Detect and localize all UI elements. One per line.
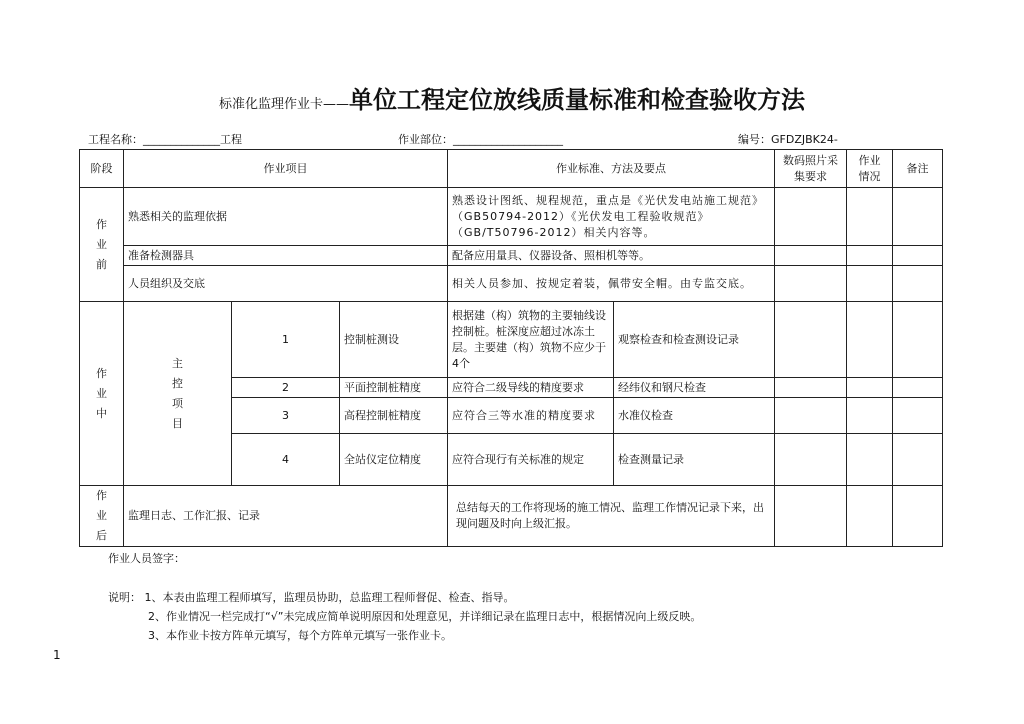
group-main-control: 主控项目 — [124, 302, 232, 486]
after-standard: 总结每天的工作将现场的施工情况、监理工作情况记录下来，出现问题及时向上级汇报。 — [448, 486, 775, 547]
during-no-2: 2 — [232, 378, 340, 398]
before-standard-3: 相关人员参加、按规定着装，佩带安全帽。由专监交底。 — [448, 266, 775, 302]
remark-cell[interactable] — [893, 266, 943, 302]
during-name-2: 平面控制桩精度 — [340, 378, 448, 398]
document-title — [0, 80, 1024, 115]
during-name-1: 控制桩测设 — [340, 302, 448, 378]
title-prefix: 标准化监理作业卡—— — [218, 97, 349, 112]
note-3: 3、本作业卡按方阵单元填写，每个方阵单元填写一张作业卡。 — [148, 629, 452, 642]
during-standard-4: 应符合现行有关标准的规定 — [448, 434, 614, 486]
during-no-4: 4 — [232, 434, 340, 486]
header-photo: 数码照片采集要求 — [775, 150, 847, 188]
header-stage: 阶段 — [80, 150, 124, 188]
during-standard-2: 应符合二级导线的精度要求 — [448, 378, 614, 398]
photo-cell — [775, 378, 847, 398]
remark-cell[interactable] — [893, 434, 943, 486]
page-number: 1 — [53, 648, 61, 662]
during-standard-3: 应符合三等水准的精度要求 — [448, 398, 614, 434]
during-name-4: 全站仪定位精度 — [340, 434, 448, 486]
during-standard-1: 根据建（构）筑物的主要轴线设控制桩。桩深度应超过冰冻土层。主要建（构）筑物不应少于4个 — [448, 302, 614, 378]
before-item-1: 熟悉相关的监理依据 — [124, 188, 448, 246]
status-cell[interactable] — [847, 266, 893, 302]
note-1: 说明： 1、本表由监理工程师填写，监理员协助，总监理工程师督促、检查、指导。 — [108, 591, 515, 604]
during-name-3: 高程控制桩精度 — [340, 398, 448, 434]
stage-before: 作业前 — [80, 188, 124, 302]
note-2: 2、作业情况一栏完成打“√”未完成应简单说明原因和处理意见，并详细记录在监理日志中，根据情况向上级反映。 — [148, 610, 702, 623]
table-row — [80, 302, 943, 378]
remark-cell[interactable] — [893, 398, 943, 434]
during-method-3: 水准仪检查 — [614, 398, 775, 434]
photo-cell — [775, 188, 847, 246]
photo-cell — [775, 246, 847, 266]
photo-cell — [775, 302, 847, 378]
title-main: 单位工程定位放线质量标准和检查验收方法 — [349, 86, 805, 114]
during-no-1: 1 — [232, 302, 340, 378]
table-row — [80, 246, 943, 266]
header-standard: 作业标准、方法及要点 — [448, 150, 775, 188]
during-method-1: 观察检查和检查测设记录 — [614, 302, 775, 378]
remark-cell[interactable] — [893, 378, 943, 398]
before-standard-2: 配备应用量具、仪器设备、照相机等等。 — [448, 246, 775, 266]
before-item-3: 人员组织及交底 — [124, 266, 448, 302]
photo-cell — [775, 398, 847, 434]
stage-during: 作业中 — [80, 302, 124, 486]
status-cell[interactable] — [847, 246, 893, 266]
header-row — [80, 150, 943, 188]
during-method-2: 经纬仪和钢尺检查 — [614, 378, 775, 398]
before-standard-1: 熟悉设计图纸、规程规范，重点是《光伏发电站施工规范》（GB50794-2012）《光伏发电工程验收规范》（GB/T50796-2012）相关内容等。 — [448, 188, 775, 246]
remark-cell[interactable] — [893, 188, 943, 246]
during-no-3: 3 — [232, 398, 340, 434]
table-row — [80, 486, 943, 547]
code-field: 编号：GFDZJBK24- — [738, 133, 838, 146]
photo-cell — [775, 486, 847, 547]
remark-cell[interactable] — [893, 246, 943, 266]
status-cell[interactable] — [847, 188, 893, 246]
stage-after: 作业后 — [80, 486, 124, 547]
remark-cell[interactable] — [893, 486, 943, 547]
header-item: 作业项目 — [124, 150, 448, 188]
table-row — [80, 188, 943, 246]
before-item-2: 准备检测器具 — [124, 246, 448, 266]
photo-cell — [775, 434, 847, 486]
during-method-4: 检查测量记录 — [614, 434, 775, 486]
status-cell[interactable] — [847, 398, 893, 434]
status-cell[interactable] — [847, 302, 893, 378]
remark-cell[interactable] — [893, 302, 943, 378]
header-remark: 备注 — [893, 150, 943, 188]
after-item: 监理日志、工作汇报、记录 — [124, 486, 448, 547]
status-cell[interactable] — [847, 486, 893, 547]
project-name-field: 工程名称：______________工程 — [88, 133, 242, 146]
work-card-table — [79, 149, 943, 547]
table-row — [80, 266, 943, 302]
header-status: 作业情况 — [847, 150, 893, 188]
status-cell[interactable] — [847, 378, 893, 398]
signature-label: 作业人员签字： — [108, 552, 185, 565]
photo-cell — [775, 266, 847, 302]
location-field: 作业部位：____________________ — [398, 133, 563, 146]
status-cell[interactable] — [847, 434, 893, 486]
